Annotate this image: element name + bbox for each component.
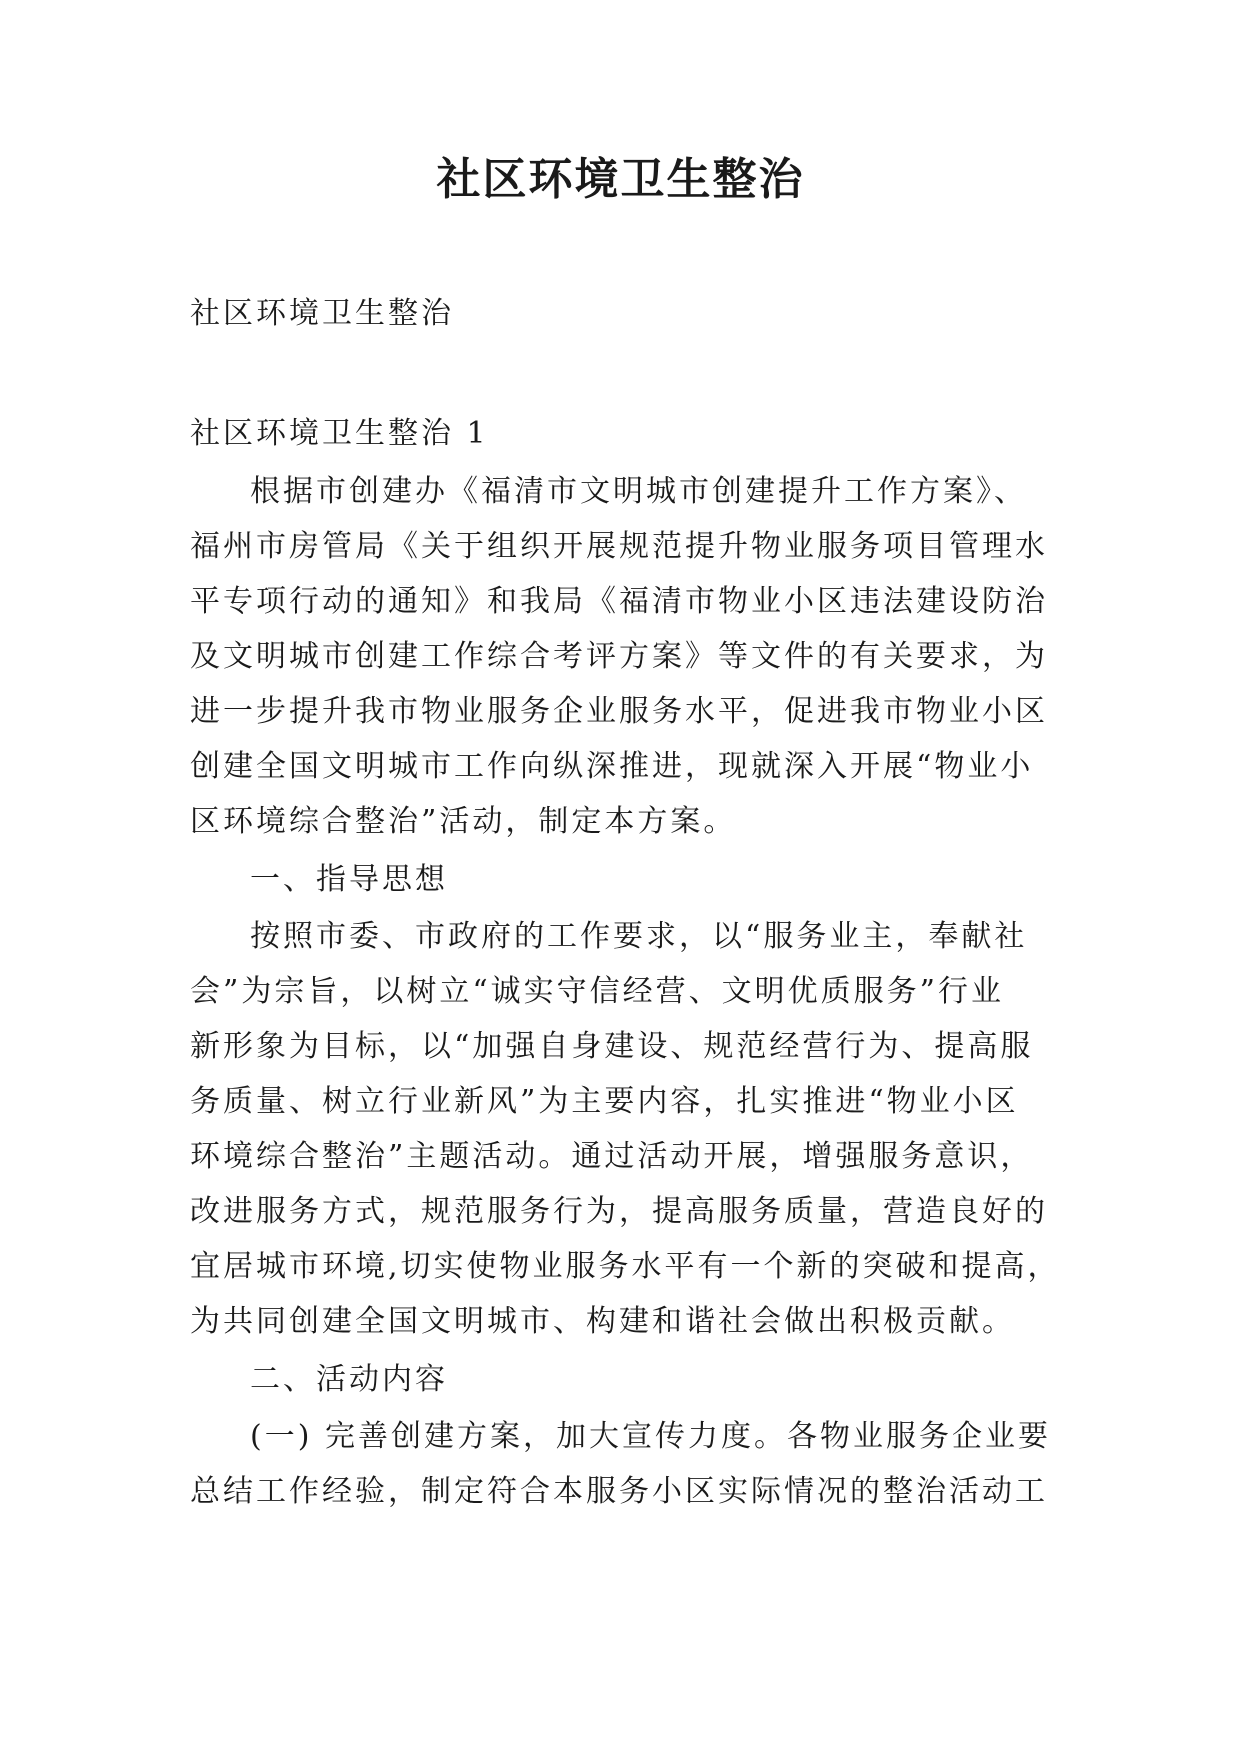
paragraph-line: 改进服务方式，规范服务行为，提高服务质量，营造良好的 — [190, 1194, 1048, 1229]
paragraph-line: 务质量、树立行业新风”为主要内容，扎实推进“物业小区 — [190, 1084, 1019, 1119]
paragraph-line: (一) 完善创建方案，加大宣传力度。各物业服务企业要 — [250, 1419, 1051, 1454]
paragraph-line: 根据市创建办《福清市文明城市创建提升工作方案》、 — [250, 474, 1027, 509]
paragraph-line: 为共同创建全国文明城市、构建和谐社会做出积极贡献。 — [190, 1304, 1015, 1339]
paragraph-line: 创建全国文明城市工作向纵深推进，现就深入开展“物业小 — [190, 749, 1034, 784]
document-title: 社区环境卫生整治 — [436, 154, 805, 205]
paragraph-line: 平专项行动的通知》和我局《福清市物业小区违法建设防治 — [190, 584, 1048, 619]
section-heading: 社区环境卫生整治 1 — [190, 416, 489, 451]
paragraph-line: 进一步提升我市物业服务企业服务水平，促进我市物业小区 — [190, 694, 1048, 729]
paragraph-line: 及文明城市创建工作综合考评方案》等文件的有关要求，为 — [190, 639, 1048, 674]
paragraph-line: 总结工作经验，制定符合本服务小区实际情况的整治活动工 — [190, 1474, 1048, 1509]
heading-activity-content: 二、活动内容 — [250, 1362, 448, 1397]
paragraph-line: 福州市房管局《关于组织开展规范提升物业服务项目管理水 — [190, 529, 1048, 564]
paragraph-line: 新形象为目标，以“加强自身建设、规范经营行为、提高服 — [190, 1029, 1034, 1064]
paragraph-line: 按照市委、市政府的工作要求，以“服务业主，奉献社 — [250, 919, 1028, 954]
paragraph-line: 会”为宗旨，以树立“诚实守信经营、文明优质服务”行业 — [190, 974, 1005, 1009]
heading-guiding-thought: 一、指导思想 — [250, 862, 448, 897]
document-subtitle: 社区环境卫生整治 — [190, 296, 454, 331]
paragraph-line: 环境综合整治”主题活动。通过活动开展，增强服务意识， — [190, 1139, 1034, 1174]
paragraph-line: 区环境综合整治”活动，制定本方案。 — [190, 804, 737, 839]
paragraph-line: 宜居城市环境,切实使物业服务水平有一个新的突破和提高， — [190, 1249, 1061, 1284]
